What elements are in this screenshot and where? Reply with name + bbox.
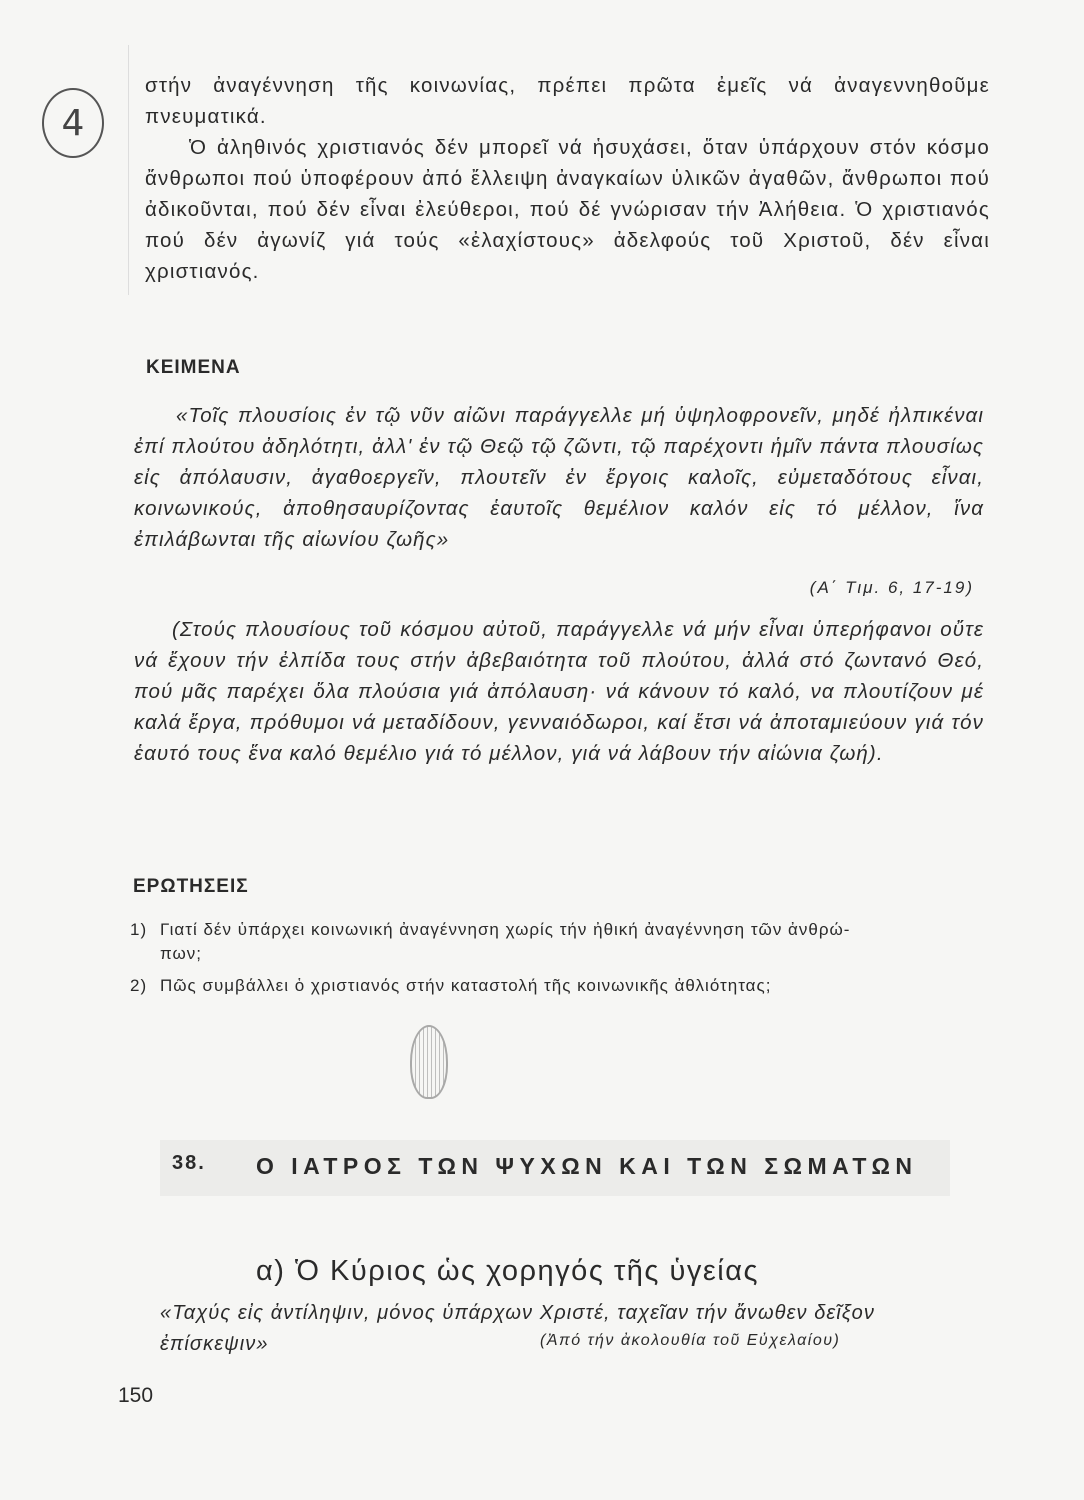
page-number: 150 (118, 1384, 154, 1407)
question-number: 1) (130, 920, 148, 939)
question-number: 2) (130, 976, 148, 995)
questions-heading: ΕΡΩΤΗΣΕΙΣ (133, 876, 249, 897)
margin-pencil-line (128, 45, 129, 295)
scripture-quote: «Τοῖς πλουσίοις ἐν τῷ νῦν αἰῶνι παράγγελλε μή ὑψηλοφρονεῖν, μηδέ ἠλπικέναι ἐπί πλούτου ἀδηλότητι, ἀλλ' ἐν τῷ Θεῷ τῷ ζῶντι, τῷ παρέχοντι ἡμῖν πάντα πλουσίως εἰς ἀπόλαυσιν, ἀγαθοεργεῖν, πλουτεῖν ἐν ἔργοις καλοῖς, εὐμεταδότους εἶναι, κοινωνικούς, ἀποθησαυρίζοντας ἑαυτοῖς θεμέλιον καλόν εἰς τό μέλλον, ἵνα ἐπιλάβωνται τῆς αἰωνίου ζωῆς» (134, 404, 984, 551)
section-title: α) Ὁ Κύριος ὡς χορηγός τῆς ὑγείας (256, 1255, 759, 1287)
question-text: Πῶς συμβάλλει ὁ χριστιανός στήν καταστολή τῆς κοινωνικῆς ἀθλιότητας; (160, 976, 772, 995)
epigraph-source: (Ἀπό τήν ἀκολουθία τοῦ Εὐχελαίου) (540, 1332, 841, 1349)
chapter-title: Ο ΙΑΤΡΟΣ ΤΩΝ ΨΥΧΩΝ ΚΑΙ ΤΩΝ ΣΩΜΑΤΩΝ (256, 1153, 918, 1179)
scripture-translation: (Στούς πλουσίους τοῦ κόσμου αὐτοῦ, παράγγελλε νά μήν εἶναι ὑπερήφανοι οὔτε νά ἔχουν τήν ἐλπίδα τους στήν ἀβεβαιότητα τοῦ πλούτου, ἀλλά στό ζωντανό Θεό, πού μᾶς παρέχει ὅλα πλούσια γιά ἀπόλαυση· νά κάνουν τό καλό, να πλουτίζουν μέ καλά ἔργα, πρόθυμοι νά μεταδίδουν, γενναιόδωροι, καί ἔτσι νά ἀποταμιεύουν γιά τόν ἑαυτό τους ἕνα καλό θεμέλιο γιά τό μέλλον, γιά νά λάβουν τήν αἰώνια ζωή). (134, 618, 984, 765)
epigraph: «Ταχύς εἰς ἀντίληψιν, μόνος ὑπάρχων Χριστέ, ταχεῖαν τήν ἄνωθεν δεῖξον ἐπίσκεψιν» (160, 1302, 875, 1355)
pencil-scribble (410, 1025, 448, 1099)
question-item (130, 918, 930, 966)
texts-heading: ΚΕΙΜΕΝΑ (146, 357, 241, 378)
intro-paragraph-1: στήν ἀναγέννηση τῆς κοινωνίας, πρέπει πρῶτα ἐμεῖς νά ἀναγεννηθοῦμε πνευματικά. (145, 74, 990, 128)
question-text: Γιατί δέν ὑπάρχει κοινωνική ἀναγέννηση χωρίς τήν ἠθική ἀναγέννηση τῶν ἀνθρώ- (160, 920, 851, 939)
question-text-continued: πων; (160, 944, 202, 963)
handwritten-circled-number (42, 88, 104, 158)
questions-list (130, 918, 930, 1006)
question-item (130, 974, 930, 998)
chapter-number: 38. (172, 1152, 206, 1174)
intro-paragraph-2: Ὁ ἀληθινός χριστιανός δέν μπορεῖ νά ἡσυχάσει, ὅταν ὑπάρχουν στόν κόσμο ἄνθρωποι πού ὑποφέρουν ἀπό ἔλλειψη ἀναγκαίων ὑλικῶν ἀγαθῶν, ἄνθρωποι πού ἀδικοῦνται, πού δέν εἶναι ἐλεύθεροι, πού δέ γνώρισαν τήν Ἀλήθεια. Ὁ χριστιανός πού δέν ἀγωνίζ γιά τούς «ἐλαχίστους» ἀδελφούς τοῦ Χριστοῦ, δέν εἶναι χριστιανός. (145, 136, 990, 283)
scripture-citation: (Α΄ Τιμ. 6, 17-19) (809, 578, 974, 597)
annotation-mark: 4 (61, 102, 85, 144)
